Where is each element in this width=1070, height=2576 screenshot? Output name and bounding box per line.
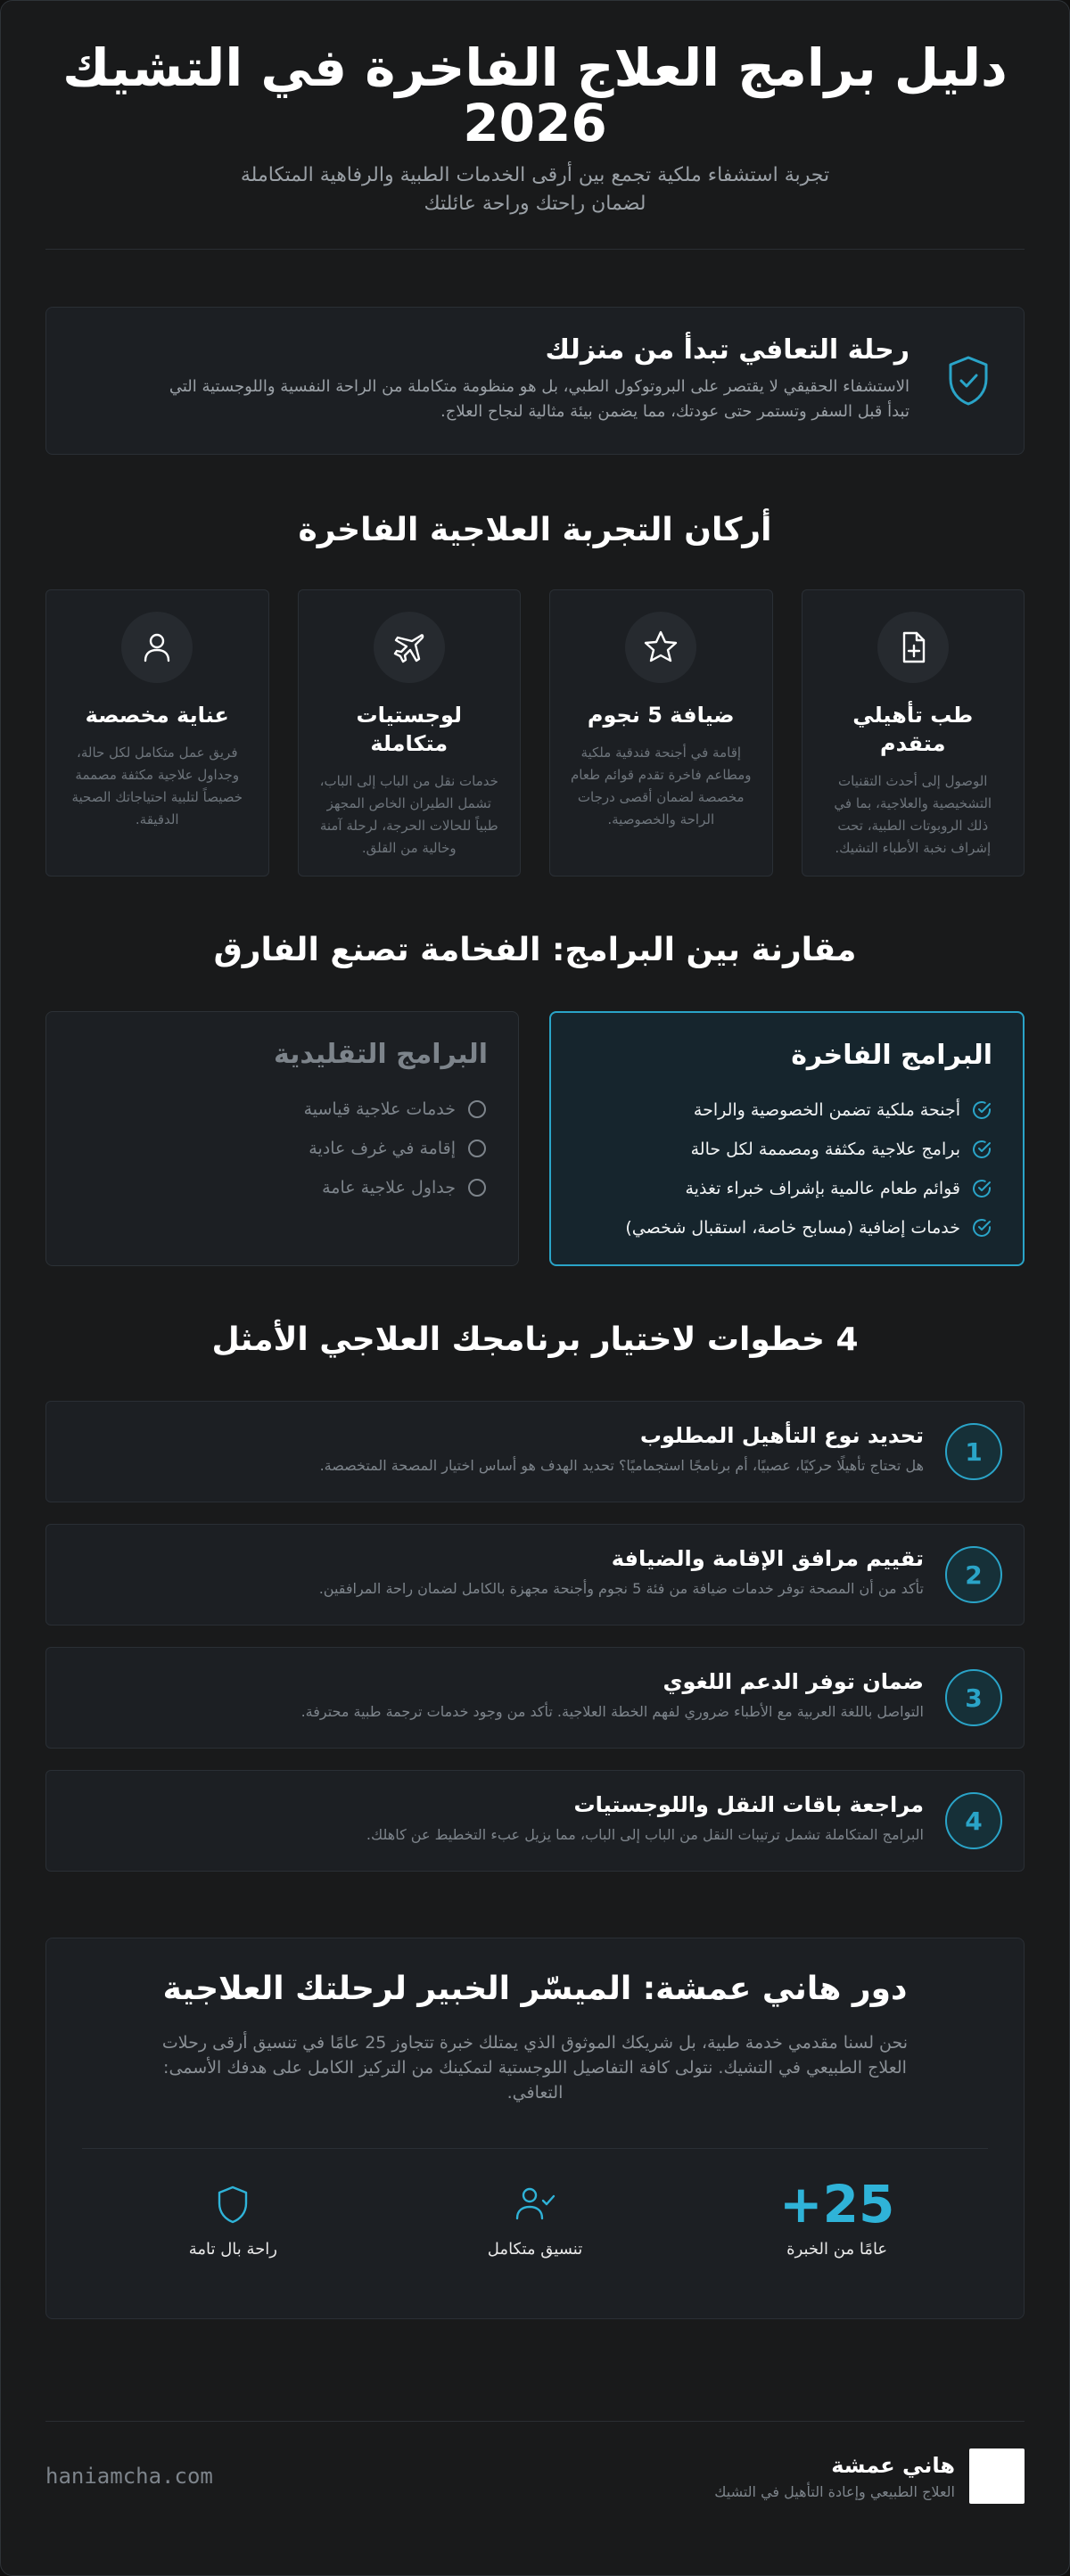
pillar-card — [45, 589, 269, 876]
hani-text: نحن لسنا مقدمي خدمة طبية، بل شريكك الموثوق الذي يمتلك خبرة تتجاوز 25 عامًا في تنسيق أرقى رحلات العلاج الطبيعي في التشيك. نتولى كافة التفاصيل اللوجستية لتمكينك من التركيز الكامل على هدفك الأسمى: التعافي. — [161, 2033, 909, 2103]
comparison-title: مقارنة بين البرامج: الفخامة تصنع الفارق — [213, 932, 857, 968]
traditional-programs-card — [45, 1011, 519, 1266]
pillar-card — [298, 589, 522, 876]
luxury-programs-card — [549, 1011, 1025, 1266]
stat-value: +25 — [779, 2174, 895, 2234]
list-item — [77, 1129, 488, 1168]
user-icon — [121, 612, 193, 683]
stat-label: عامًا من الخبرة — [786, 2240, 888, 2259]
stats-row — [82, 2174, 988, 2259]
pillar-text: خدمات نقل من الباب إلى الباب، تشمل الطيران الخاص المجهز طبياً للحالات الحرجة، لرحلة آمنة وخالية من القلق. — [319, 773, 498, 856]
step-number: 4 — [945, 1792, 1002, 1849]
step-number: 3 — [945, 1669, 1002, 1726]
stat-peace-of-mind — [108, 2174, 358, 2259]
header-divider — [45, 249, 1025, 250]
stat-label: تنسيق متكامل — [487, 2240, 583, 2259]
list-item-text: قوائم طعام عالمية بإشراف خبراء تغذية — [685, 1179, 960, 1198]
stat-experience — [712, 2174, 962, 2259]
step-number: 1 — [945, 1423, 1002, 1480]
list-item — [77, 1090, 488, 1129]
pillar-card — [549, 589, 773, 876]
page-subtitle: تجربة استشفاء ملكية تجمع بين أرقى الخدمات الطبية والرفاهية المتكاملة لضمان راحتك وراحة عائلتك — [240, 164, 830, 215]
traditional-list — [77, 1090, 488, 1207]
brand-name: هاني عمشة — [831, 2452, 955, 2478]
step-title: ضمان توفر الدعم اللغوي — [663, 1669, 924, 1694]
pillar-text: إقامة في أجنحة فندقية ملكية ومطاعم فاخرة تقدم قوائم طعام مخصصة لضمان أقصى درجات الراحة والخصوصية. — [570, 745, 752, 827]
pillar-title: ضيافة 5 نجوم — [587, 703, 735, 728]
list-item — [581, 1169, 992, 1208]
step-title: تقييم مرافق الإقامة والضيافة — [611, 1546, 924, 1571]
steps-list — [45, 1401, 1025, 1872]
page-header — [1, 1, 1069, 218]
plane-icon — [374, 612, 445, 683]
list-item-text: إقامة في غرف عادية — [309, 1139, 456, 1158]
check-circle-icon — [971, 1217, 992, 1239]
pillars-grid — [45, 589, 1025, 876]
pillar-text: فريق عمل متكامل لكل حالة، وجداول علاجية مكثفة مصممة خصيصاً لتلبية احتياجاتك الصحية الدقيقة. — [71, 745, 243, 827]
step-card — [45, 1770, 1025, 1872]
hani-title: دور هاني عمشة: الميسّر الخبير لرحلتك العلاجية — [162, 1971, 908, 2007]
pillar-title: لوجستيات متكاملة — [356, 703, 462, 756]
pillar-card — [802, 589, 1025, 876]
list-item — [581, 1208, 992, 1247]
list-item-text: خدمات علاجية قياسية — [303, 1099, 456, 1119]
logo — [969, 2448, 1025, 2504]
step-text: البرامج المتكاملة تشمل ترتيبات النقل من الباب إلى الباب، مما يزيل عبء التخطيط عن كاهلك. — [366, 1826, 924, 1843]
journey-card — [45, 307, 1025, 455]
brand-tagline: العلاج الطبيعي وإعادة التأهيل في التشيك — [714, 2482, 955, 2500]
step-text: تأكد من أن المصحة توفر خدمات ضيافة من فئة 5 نجوم وأجنحة مجهزة بالكامل لضمان راحة المرافقين. — [318, 1580, 924, 1597]
footer — [45, 2448, 1025, 2504]
hani-role-card — [45, 1938, 1025, 2319]
journey-title: رحلة التعافي تبدأ من منزلك — [545, 334, 910, 366]
pillar-title: طب تأهيلي متقدم — [852, 703, 974, 756]
list-item — [77, 1168, 488, 1207]
step-title: تحديد نوع التأهيل المطلوب — [639, 1423, 924, 1448]
steps-title: 4 خطوات لاختيار برنامجك العلاجي الأمثل — [211, 1321, 859, 1358]
shield-icon — [108, 2174, 358, 2234]
luxury-title: البرامج الفاخرة — [791, 1040, 992, 1071]
circle-icon — [466, 1099, 488, 1120]
user-check-icon — [410, 2174, 660, 2234]
step-card — [45, 1647, 1025, 1749]
footer-divider — [45, 2421, 1025, 2422]
comparison-grid — [45, 1011, 1025, 1266]
circle-icon — [466, 1177, 488, 1198]
page-title: دليل برامج العلاج الفاخرة في التشيك 2026 — [62, 37, 1008, 153]
list-item — [581, 1130, 992, 1169]
list-item — [581, 1090, 992, 1130]
check-circle-icon — [971, 1139, 992, 1160]
step-number: 2 — [945, 1546, 1002, 1603]
circle-icon — [466, 1138, 488, 1159]
check-circle-icon — [971, 1178, 992, 1199]
list-item-text: برامج علاجية مكثفة ومصممة لكل حالة — [690, 1140, 960, 1159]
stat-label: راحة بال تامة — [188, 2240, 277, 2259]
pillars-title: أركان التجربة العلاجية الفاخرة — [298, 512, 772, 548]
shield-check-icon — [945, 354, 992, 407]
stat-coordination — [410, 2174, 660, 2259]
step-title: مراجعة باقات النقل واللوجستيات — [573, 1792, 924, 1817]
list-item-text: جداول علاجية عامة — [322, 1178, 456, 1197]
check-circle-icon — [971, 1099, 992, 1121]
site-link[interactable]: haniamcha.com — [45, 2464, 213, 2489]
list-item-text: أجنحة ملكية تضمن الخصوصية والراحة — [693, 1100, 960, 1120]
journey-text: الاستشفاء الحقيقي لا يقتصر على البروتوكول الطبي، بل هو منظومة متكاملة من الراحة النفسية واللوجستية التي تبدأ قبل السفر وتستمر حتى عودتك، مما يضمن بيئة مثالية لنجاح العلاج. — [169, 377, 910, 421]
list-item-text: خدمات إضافية (مسابح خاصة، استقبال شخصي) — [625, 1218, 960, 1238]
step-card — [45, 1524, 1025, 1625]
step-text: التواصل باللغة العربية مع الأطباء ضروري لفهم الخطة العلاجية. تأكد من وجود خدمات ترجمة طبية محترفة. — [300, 1703, 924, 1720]
footer-brand[interactable] — [714, 2448, 1025, 2504]
traditional-title: البرامج التقليدية — [273, 1039, 488, 1070]
brand-text — [714, 2453, 955, 2500]
star-icon — [625, 612, 696, 683]
step-text: هل تحتاج تأهيلًا حركيًا، عصبيًا، أم برنامجًا استجماميًا؟ تحديد الهدف هو أساس اختيار المصحة المتخصصة. — [319, 1457, 924, 1474]
pillar-text: الوصول إلى أحدث التقنيات التشخيصية والعلاجية، بما في ذلك الروبوتات الطبية، تحت إشراف نخبة الأطباء التشيك. — [834, 773, 992, 856]
step-card — [45, 1401, 1025, 1502]
luxury-list — [581, 1090, 992, 1247]
medical-file-icon — [877, 612, 949, 683]
hani-divider — [82, 2148, 988, 2149]
pillar-title: عناية مخصصة — [85, 703, 229, 728]
